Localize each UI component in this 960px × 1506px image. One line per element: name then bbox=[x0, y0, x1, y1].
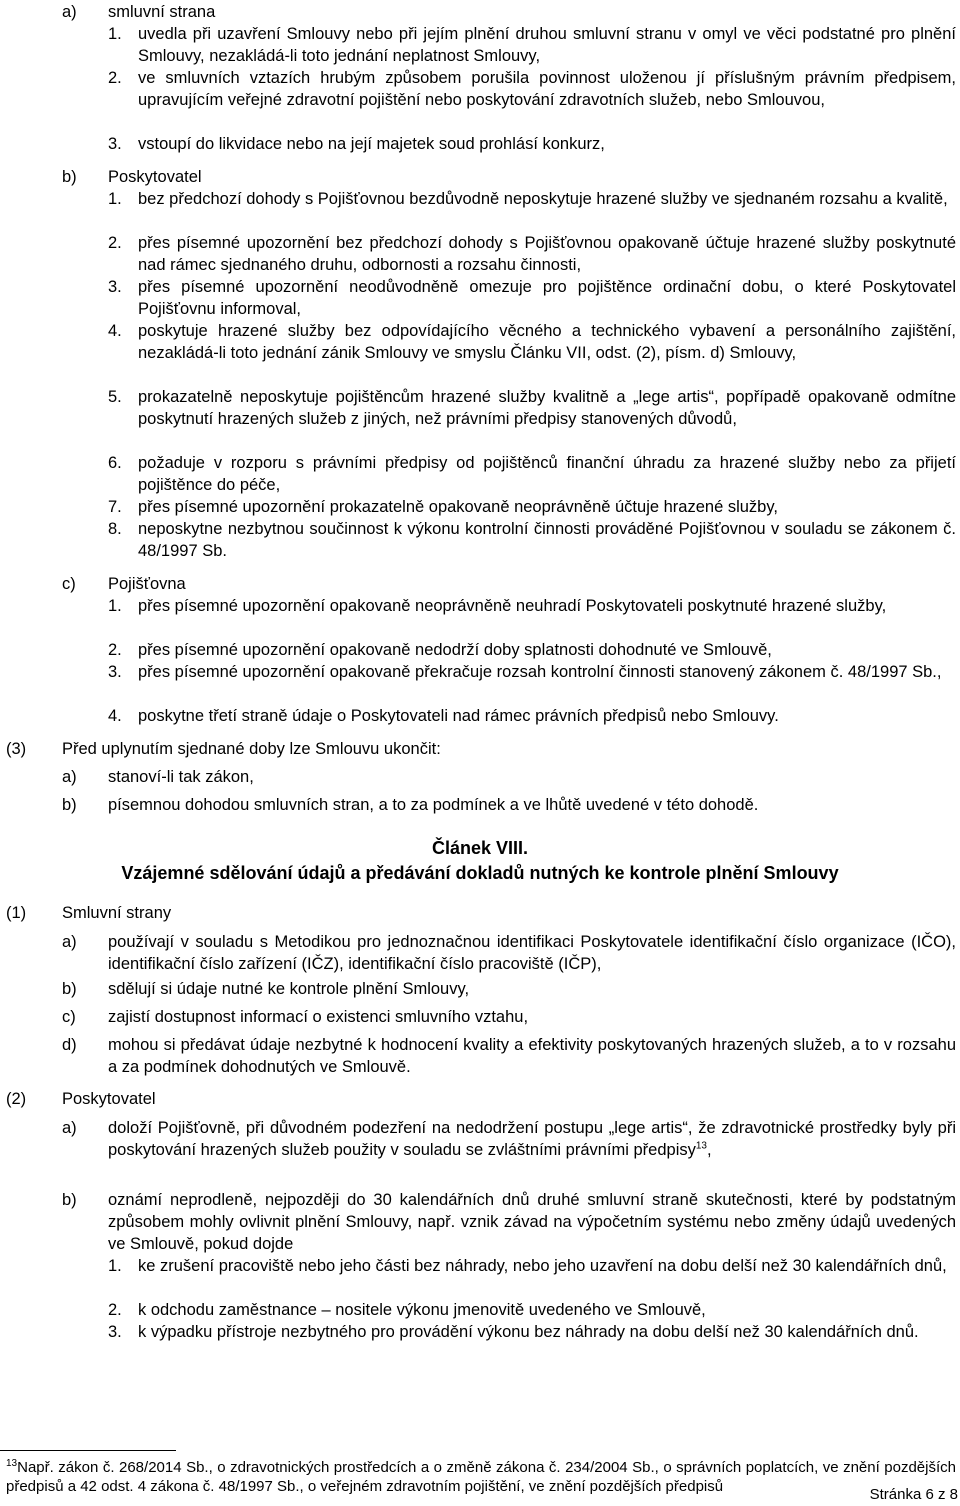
sub-item-number: 1. bbox=[108, 1257, 122, 1275]
list-item-label: b) bbox=[62, 980, 77, 998]
list-item-number: 4. bbox=[108, 707, 122, 725]
list-item-text: stanoví-li tak zákon, bbox=[108, 768, 254, 786]
list-item-text: prokazatelně neposkytuje pojištěncům hrazené služby kvalitně a „lege artis“, popřípadě opakovaně odmítne poskytnutí hrazených služeb z jiných, než právními předpisy stanovených důvodů, bbox=[138, 388, 956, 428]
footnote-mark: 13 bbox=[6, 1458, 18, 1469]
list-item-text bbox=[108, 1117, 956, 1161]
section-b-title: Poskytovatel bbox=[108, 168, 202, 186]
list-item-number: 3. bbox=[108, 278, 122, 296]
list-item-text: sdělují si údaje nutné ke kontrole plnění Smlouvy, bbox=[108, 980, 470, 998]
paragraph-title: Poskytovatel bbox=[62, 1090, 156, 1108]
list-item-number: 2. bbox=[108, 641, 122, 659]
section-c-label: c) bbox=[62, 575, 76, 593]
list-item-number: 6. bbox=[108, 454, 122, 472]
list-item-text: poskytne třetí straně údaje o Poskytovateli nad rámec právních předpisů nebo Smlouvy. bbox=[138, 707, 779, 725]
section-b-label: b) bbox=[62, 168, 77, 186]
list-item-number: 1. bbox=[108, 25, 122, 43]
list-item-text: mohou si předávat údaje nezbytné k hodnocení kvality a efektivity poskytovaných hrazených služeb, a to v rozsahu a za podmínek dohodnutých ve Smlouvě. bbox=[108, 1036, 956, 1076]
list-item-number: 1. bbox=[108, 597, 122, 615]
list-item-text: přes písemné upozornění opakovaně neoprávněně neuhradí Poskytovateli poskytnuté hrazené služby, bbox=[138, 597, 887, 615]
list-item-text: vstoupí do likvidace nebo na její majetek soud prohlásí konkurz, bbox=[138, 135, 605, 153]
footnote-reference[interactable]: 13 bbox=[695, 1140, 707, 1152]
list-item-text: zajistí dostupnost informací o existenci smluvního vztahu, bbox=[108, 1008, 529, 1026]
list-item-text: používají v souladu s Metodikou pro jednoznačnou identifikaci Poskytovatele identifikační číslo organizace (IČO), identifikační číslo zařízení (IČZ), identifikační číslo pracoviště (IČP), bbox=[108, 933, 956, 973]
article-number: Článek VIII. bbox=[431, 838, 529, 858]
paragraph-number: (3) bbox=[6, 740, 27, 758]
section-a-label: a) bbox=[62, 3, 77, 21]
list-item-text: ve smluvních vztazích hrubým způsobem porušila povinnost uloženou jí příslušným právním předpisem, upravujícím veřejné zdravotní pojištění nebo poskytování zdravotních služeb, nebo Smlouvou, bbox=[138, 69, 956, 109]
list-item-text: poskytuje hrazené služby bez odpovídajícího věcného a technického vybavení a personálního zajištění, nezakládá-li toto jednání zánik Smlouvy ve smyslu Článku VII, odst. (2), písm. d) Smlouvy, bbox=[138, 322, 956, 362]
list-item-number: 4. bbox=[108, 322, 122, 340]
list-item-number: 7. bbox=[108, 498, 122, 516]
list-item-text: požaduje v rozporu s právními předpisy od pojištěnců finanční úhradu za hrazené služby nebo za přijetí pojištěnce do péče, bbox=[138, 454, 956, 494]
list-item-body: doloží Pojišťovně, při důvodném podezření na nedodržení postupu „lege artis“, že zdravotnické prostředky byly při poskytování hrazených služeb použity v souladu se zvláštními právními předpisy bbox=[108, 1119, 956, 1159]
footnote-text: Např. zákon č. 268/2014 Sb., o zdravotnických prostředcích a o změně zákona č. 234/2004 Sb., o správních poplatcích, ve znění pozdějších předpisů a 42 odst. 4 zákona č. 48/1997 Sb., o veřejném zdravotním pojištění, ve znění pozdějších předpisů bbox=[6, 1459, 956, 1495]
list-item-text: přes písemné upozornění opakovaně nedodrží doby splatnosti dohodnuté ve Smlouvě, bbox=[138, 641, 772, 659]
list-item-label: c) bbox=[62, 1008, 76, 1026]
section-a-title: smluvní strana bbox=[108, 3, 216, 21]
list-item-text: oznámí neprodleně, nejpozději do 30 kalendářních dnů druhé smluvní straně skutečnosti, které by podstatným způsobem mohly ovlivnit plnění Smlouvy, např. vznik závad na výpočetním systému nebo změny údajů uvedených ve Smlouvě, pokud dojde bbox=[108, 1191, 956, 1253]
paragraph-title: Smluvní strany bbox=[62, 904, 172, 922]
list-item-text: uvedla při uzavření Smlouvy nebo při jejím plnění druhou smluvní stranu v omyl ve věci podstatné pro plnění Smlouvy, nezakládá-li toto jednání neplatnost Smlouvy, bbox=[138, 25, 956, 65]
list-item-number: 2. bbox=[108, 69, 122, 87]
paragraph-number: (1) bbox=[6, 904, 27, 922]
list-item-text: přes písemné upozornění bez předchozí dohody s Pojišťovnou opakovaně účtuje hrazené služby poskytnuté nad rámec sjednaného druhu, odbornosti a rozsahu činnosti, bbox=[138, 234, 956, 274]
article-title: Vzájemné sdělování údajů a předávání dokladů nutných ke kontrole plnění Smlouvy bbox=[121, 863, 839, 883]
sub-item-text: k výpadku přístroje nezbytného pro provádění výkonu bez náhrady na dobu delší než 30 kalendářních dnů. bbox=[138, 1323, 919, 1341]
list-item-label: b) bbox=[62, 796, 77, 814]
list-item-text: přes písemné upozornění opakovaně překračuje rozsah kontrolní činnosti stanovený zákonem č. 48/1997 Sb., bbox=[138, 663, 942, 681]
list-item-number: 1. bbox=[108, 190, 122, 208]
list-item-number: 3. bbox=[108, 135, 122, 153]
footnote bbox=[6, 1458, 956, 1496]
list-item-number: 5. bbox=[108, 388, 122, 406]
page-number: Stránka 6 z 8 bbox=[869, 1486, 958, 1503]
footnote-separator bbox=[0, 1450, 176, 1451]
list-item-text: písemnou dohodou smluvních stran, a to za podmínek a ve lhůtě uvedené v této dohodě. bbox=[108, 796, 759, 814]
paragraph-text: Před uplynutím sjednané doby lze Smlouvu ukončit: bbox=[62, 740, 441, 758]
list-item-number: 2. bbox=[108, 234, 122, 252]
paragraph-number: (2) bbox=[6, 1090, 27, 1108]
sub-item-text: ke zrušení pracoviště nebo jeho části bez náhrady, nebo jeho uzavření na dobu delší než 30 kalendářních dnů, bbox=[138, 1257, 947, 1275]
list-item-label: d) bbox=[62, 1036, 77, 1054]
list-item-text: přes písemné upozornění prokazatelně opakovaně neoprávněně účtuje hrazené služby, bbox=[138, 498, 778, 516]
list-item-punctuation: , bbox=[707, 1141, 712, 1159]
sub-item-number: 2. bbox=[108, 1301, 122, 1319]
sub-item-text: k odchodu zaměstnance – nositele výkonu jmenovitě uvedeného ve Smlouvě, bbox=[138, 1301, 706, 1319]
list-item-label: a) bbox=[62, 768, 77, 786]
list-item-number: 3. bbox=[108, 663, 122, 681]
list-item-text: neposkytne nezbytnou součinnost k výkonu kontrolní činnosti prováděné Pojišťovnou v souladu se zákonem č. 48/1997 Sb. bbox=[138, 520, 956, 560]
list-item-text: bez předchozí dohody s Pojišťovnou bezdůvodně neposkytuje hrazené služby ve sjednaném rozsahu a kvalitě, bbox=[138, 190, 948, 208]
list-item-text: přes písemné upozornění neodůvodněně omezuje pro pojištěnce ordinační dobu, o které Poskytovatel Pojišťovnu informoval, bbox=[138, 278, 956, 318]
list-item-number: 8. bbox=[108, 520, 122, 538]
list-item-label: b) bbox=[62, 1191, 77, 1209]
sub-item-number: 3. bbox=[108, 1323, 122, 1341]
section-c-title: Pojišťovna bbox=[108, 575, 186, 593]
list-item-label: a) bbox=[62, 1119, 77, 1137]
list-item-label: a) bbox=[62, 933, 77, 951]
